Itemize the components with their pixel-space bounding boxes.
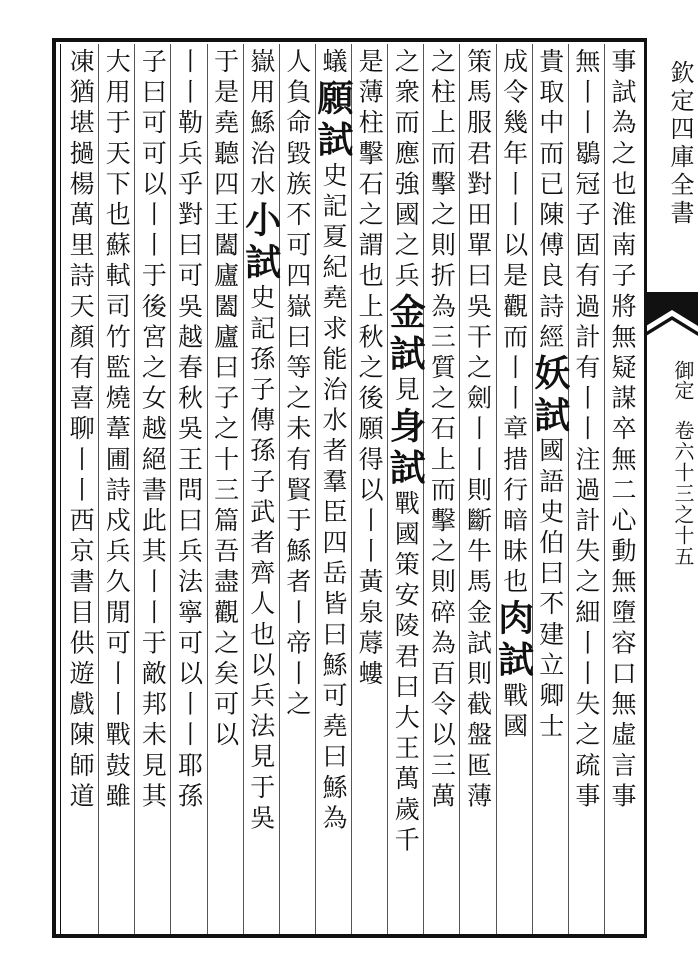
column-text: 嶽用鯀治水 [246,48,276,201]
text-column [460,48,494,933]
frame-left-rule [52,38,56,938]
heading-term: 願試 [311,78,354,162]
text-column [208,48,242,933]
text-column [99,48,133,933]
column-text: 無丨丨鶡冠子固有過計有丨丨注過計失之細丨丨失之疏事 [571,48,601,813]
column-text: 成令幾年丨丨以是觀 [499,48,529,324]
frame-left-inner-rule [60,44,61,934]
column-text: 之柱上而擊之則折為三質之石上而擊之則碎為百令以三萬 [427,48,457,813]
column-text: 之衆而應強國之兵 [391,48,421,293]
column-text: 史記孫子傳孫子武者齊人也以兵法見于吳 [246,284,276,836]
heading-term: 金試 [384,292,427,377]
heading-term: 肉試 [492,598,535,683]
column-text: 戰國策安陵君曰大王萬歲千 [391,489,421,858]
text-column [63,48,97,933]
heading-term: 妖試 [528,354,571,438]
column-text: 事試為之也淮南子將無疑謀卒無二心動無墮容口無虛言事 [607,48,637,813]
column-text: 是薄柱擊石之謂也 [355,48,385,293]
column-text: 大用于天下也蘇軾司竹監燒葦圃詩戍兵久閒可丨丨戰鼓雖 [102,48,132,813]
column-text: 于是堯聽四 [210,48,240,201]
column-text: 人負命毀族不可四嶽曰等之未有賢于鯀者丨帝丨之 [282,48,312,722]
column-text: 子曰可可以丨丨于後宮之女越絕書此其丨丨于敵邦未見其 [138,48,168,813]
text-column [135,48,169,933]
frame-right-rule [644,38,647,938]
margin-chapter-label: 卷六十三之十五 [671,420,695,567]
text-column [569,48,603,933]
text-column [384,48,427,933]
text-column [352,48,386,933]
text-column [280,48,314,933]
text-column [492,48,535,933]
frame-top-rule [54,38,644,42]
text-column [605,48,639,933]
text-column [424,48,458,933]
margin-volume-label: 御定 [671,360,695,400]
column-text: 秋之後願得以丨丨黃泉蓐螻 [355,323,385,691]
column-text: 丨丨勒兵乎對曰可吳越春秋吳王問曰兵法寧可以丨丨耶孫 [174,48,204,813]
column-text: 蟻 [318,48,348,79]
margin-header-title: 欽定四庫全書 [666,60,694,228]
column-text: 貴取中而已陳傅良詩經 [535,48,565,354]
column-text: 見 [391,376,421,407]
column-text: 凍猶堪撾楊萬里詩天顏有喜聊丨丨西京書目供遊戲陳師道 [66,48,96,813]
fishtail-mark-icon [646,292,698,352]
column-text: 國語史伯曰不建立卿士 [535,437,565,744]
text-column [528,48,571,933]
column-text: 戰國 [499,682,529,744]
heading-term: 身試 [384,406,427,490]
text-column [171,48,205,933]
frame-bottom-rule [54,934,644,938]
column-text: 上 [355,292,385,324]
column-text: 策馬服君對田單曰吳干之劍丨丨則斷牛馬金試則截盤匜薄 [463,48,493,813]
column-text: 史記夏紀堯求能治水者羣臣四岳皆曰鯀可堯曰鯀為 [318,161,348,836]
column-text: 王闔廬闔廬曰子之十三篇吾盡觀之矣可以 [210,201,240,752]
column-text: 而丨丨章措行暗昧也 [499,323,529,599]
heading-term: 小試 [239,201,282,285]
text-column [311,48,354,933]
text-column [239,48,282,933]
